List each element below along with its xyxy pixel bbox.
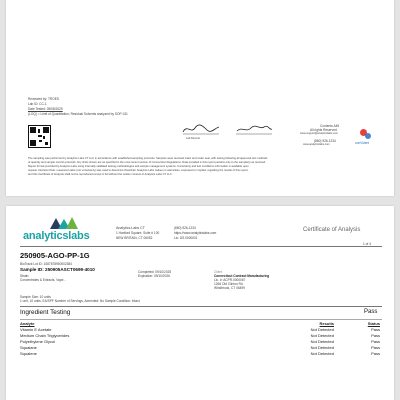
analyte-result: Not Detected	[310, 351, 334, 356]
analyte-result: Not Detected	[310, 345, 334, 350]
sample-size: Sample Size: 10 units	[20, 295, 51, 299]
loq-note: (LOQ) = Limit of Quantitation; Residual Solvents analyzed by SOP-011	[28, 112, 128, 116]
analyte-status: Pass	[371, 339, 380, 344]
section-title: Ingredient Testing	[20, 309, 71, 316]
analyte-status: Pass	[371, 327, 380, 332]
contact-line-3[interactable]: www.support@analyticslabs.com	[300, 132, 338, 135]
lab-address-2: NEW BRITAIN, CT 06052	[116, 236, 153, 240]
signature-2	[234, 122, 274, 136]
client-name: Connecticut Contract Manufacturing	[214, 274, 270, 278]
disclaimer-line-4: request. Decision Rule: measured value (not uncertainty) was used to determine Pass/Fail. Analytics Labs makes no warranties, expressed or implied, regarding the results of this report,	[28, 169, 249, 172]
client-license: Lic. #: ACPR.0000067	[214, 278, 246, 282]
analyte-name: Medium Chain Triglycerides	[20, 333, 70, 338]
header-divider	[20, 246, 382, 247]
expiration-date: Expiration: 09/10/2026	[138, 274, 170, 278]
convident-wordmark: conVident	[355, 141, 370, 145]
reviewed-by: Reviewed by: TROES	[28, 97, 59, 101]
signature-1	[181, 122, 221, 136]
completed-date: Completed: 09/10/2025	[138, 270, 172, 274]
sample-id: Sample ID: 250905ASCT0699-4010	[20, 267, 95, 272]
col-status: Status	[367, 321, 380, 326]
page-number: 1 of 4	[363, 242, 371, 246]
coa-title: Certificate of Analysis	[303, 227, 361, 233]
section-divider	[20, 306, 382, 307]
col-analyte: Analyte	[20, 321, 35, 326]
section-status: Pass	[364, 309, 378, 315]
lab-phone: (860) 926-1234	[174, 226, 196, 230]
disclaimer-line-2: of quantity and sample control protocols. Any limits shown are as specified in the most recent version of Connecticut Regulations. Data provided in this report pertains only to the sample(s) as received.	[28, 161, 266, 164]
coa-page-current	[6, 206, 394, 400]
lab-license: Lic: DS.0000001	[174, 236, 198, 240]
analyticslabs-wordmark: analyticslabs	[23, 230, 90, 242]
contact-line-4: (860) 926-1234	[314, 139, 336, 143]
analyte-status: Pass	[371, 345, 380, 350]
analyte-result: Not Detected	[310, 339, 334, 344]
col-results: Results	[319, 321, 334, 326]
section-divider-2	[20, 319, 382, 320]
product-code: 250905-AGO-PP-1G	[20, 251, 90, 260]
date-tested: Date Tested: 09/08/2025	[28, 107, 63, 111]
analyte-result: Not Detected	[310, 327, 334, 332]
sample-note: 1 unit, 10 units, EA/SPF Number of Servings, Amended: No Sample Condition: Intact	[20, 299, 140, 303]
strain-label: Strain:	[20, 274, 30, 278]
qr-code	[28, 125, 51, 148]
client-label: Client	[214, 270, 223, 274]
analyte-name: Squalane	[20, 345, 37, 350]
analyticslabs-logo-icon	[36, 216, 92, 230]
analyte-status: Pass	[371, 351, 380, 356]
client-address-1: 1266 Old Clinton Rd	[214, 282, 243, 286]
contact-line-1: Contents A45	[320, 124, 340, 128]
analyte-name: Polyethylene Glycol	[20, 339, 56, 344]
analyte-status: Pass	[371, 333, 380, 338]
product-category: Concentrates & Extracts, Vape...	[20, 278, 67, 282]
signer-title: Lab Director	[186, 137, 201, 140]
disclaimer-line-5: and this Certificate of Analysis shall not be reproduced except in full without the written consent of Analytics Labs CT LLC.	[28, 173, 173, 176]
analyte-result: Not Detected	[310, 333, 334, 338]
table-row	[20, 351, 380, 357]
lab-address-1: 1 Hartford Square, Suite # 100	[116, 231, 160, 235]
contact-line-2: All rights Reserved	[310, 128, 337, 132]
contact-line-5[interactable]: www.analyticslabs.com	[303, 143, 330, 146]
lab-name: Analytics Labs CT	[116, 226, 145, 230]
analyte-name: Vitamin E Acetate	[20, 327, 52, 332]
lab-website-link[interactable]: https://www.analyticslabs.com	[174, 231, 217, 235]
lab-id: Lab ID: CC-1	[28, 102, 47, 106]
client-address-2: Windbrook, CT 06499	[214, 286, 245, 290]
disclaimer-line-3: Report format provided by Analytics Labs using internally validated testing methodologies and sample management systems. Uncertainty and test conditions information is available upon	[28, 165, 249, 168]
analyte-name: Squalene	[20, 351, 37, 356]
disclaimer-line-1: The sampling was performed by Analytics Labs CT LLC in accordance with established sampling protocols. Samples were received intact and under seal, with testing following all approved test methods	[28, 157, 268, 160]
biotrack-lot-id: BioTrack Lot ID: 1087878950002384	[20, 262, 72, 266]
coa-page-previous	[6, 0, 394, 196]
